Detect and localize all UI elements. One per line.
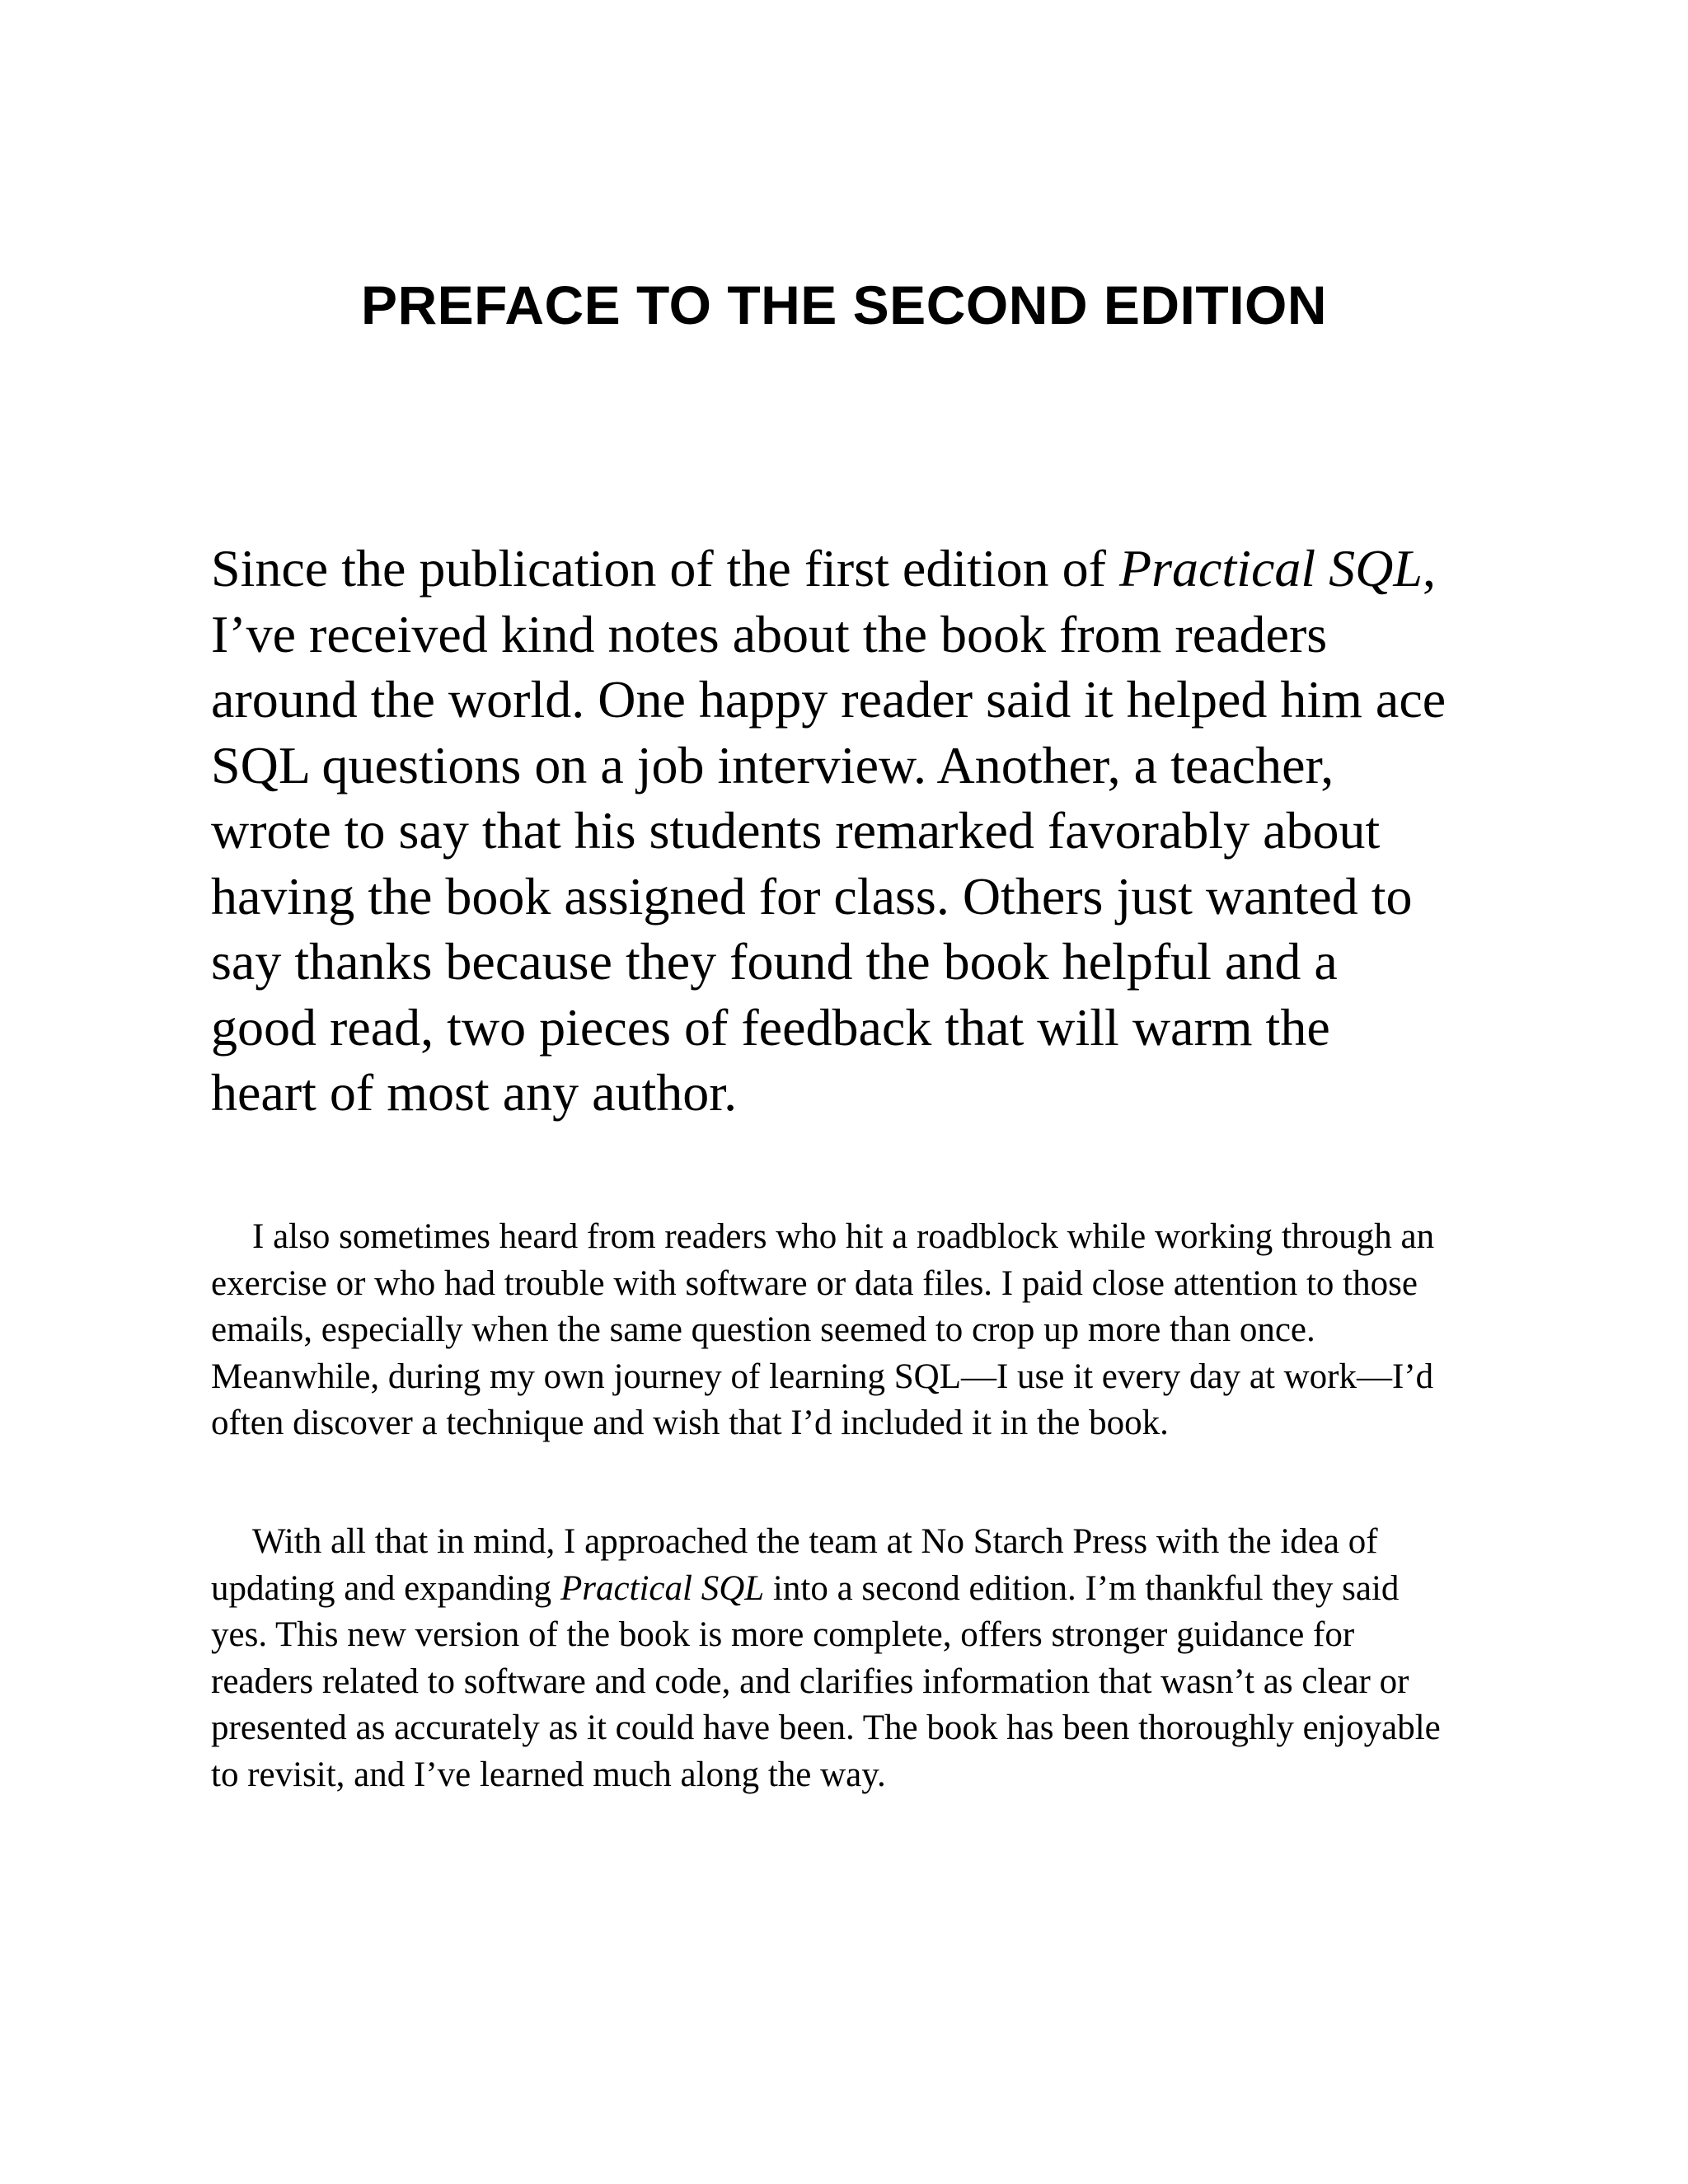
body-paragraph: I also sometimes heard from readers who hit a roadblock while working through an exercise or who had trouble with software or data files. I paid close attention to those emails, especially when the same question seemed to crop up more than once. Meanwhile, during my own journey of learning SQL—I use it every day at work—I’d often discover a technique and wish that I’d included it in the book.	[211, 1217, 1435, 1442]
chapter-title: PREFACE TO THE SECOND EDITION	[360, 274, 1328, 335]
lead-text-rest: , I’ve received kind notes about the book from readers around the world. One happy reader said it helped him ace SQL questions on a job interview. Another, a teacher, wrote to say that his students remarked favorably about having the book assigned for class. Others just wanted to say thanks because they found the book helpful and a good read, two pieces of feedback that will warm the heart of most any author.	[211, 539, 1447, 1122]
book-title-italic: Practical SQL	[560, 1568, 765, 1608]
book-title-italic: Practical SQL	[1118, 539, 1423, 598]
paragraph-text-start: With all that in mind, I approached the team at No Starch Press with the idea of updating and expanding	[211, 1522, 1378, 1608]
lead-paragraph	[211, 536, 1447, 1126]
paragraph-text-rest: into a second edition. I’m thankful they said yes. This new version of the book is more complete, offers stronger guidance for readers related to software and code, and clarifies information that wasn’t as clear or presented as accurately as it could have been. The book has been thoroughly enjoyable to revisit, and I’ve learned much along the way.	[211, 1568, 1441, 1794]
body-paragraph	[211, 1519, 1447, 1798]
lead-text-start: Since the publication of the first edition of	[211, 539, 1119, 598]
